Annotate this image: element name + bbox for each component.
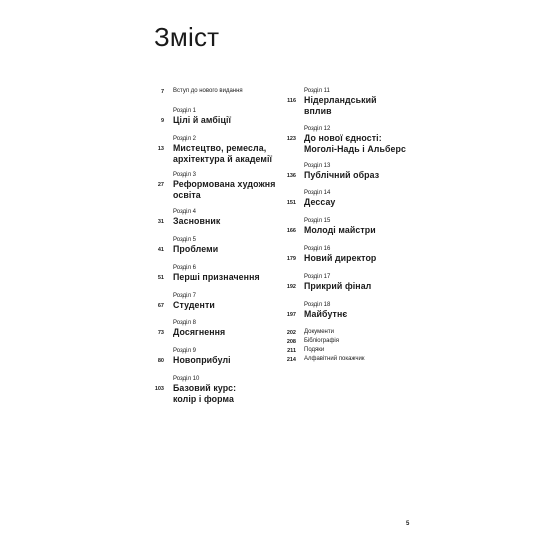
toc-page-number: 208 <box>286 339 296 345</box>
toc-page-number: 9 <box>160 118 164 124</box>
toc-entry-title: Мистецтво, ремесла, <box>173 143 267 153</box>
toc-section-label: Розділ 5 <box>173 237 196 243</box>
toc-entry-title: освіта <box>173 189 201 200</box>
toc-entry-title: Подяки <box>304 347 325 353</box>
toc-entry-title: До нової єдності: <box>304 133 382 143</box>
toc-entry-title: вплив <box>304 105 332 116</box>
toc-page-number: 202 <box>286 330 296 336</box>
toc-page-number: 31 <box>157 219 164 225</box>
toc-entry-title: Студенти <box>173 300 215 310</box>
toc-section-label: Розділ 16 <box>304 246 331 252</box>
toc-entry-title: архітектура й академії <box>173 153 273 164</box>
toc-section-label: Розділ 7 <box>173 293 196 299</box>
toc-entry-title: колір і форма <box>173 393 234 404</box>
toc-entry-title: Цілі й амбіції <box>173 115 232 125</box>
toc-section-label: Розділ 9 <box>173 348 196 354</box>
toc-section-label: Розділ 10 <box>173 376 200 382</box>
toc-section-label: Розділ 3 <box>173 172 196 178</box>
toc-page-number: 116 <box>287 98 296 104</box>
toc-page-number: 73 <box>157 330 164 336</box>
toc-entry-title: Проблеми <box>173 244 219 254</box>
toc-page-number: 136 <box>286 173 296 179</box>
toc-section-label: Розділ 13 <box>304 163 331 169</box>
toc-section-label: Розділ 2 <box>173 136 196 142</box>
page-title: Зміст <box>154 22 220 52</box>
toc-entry-title: Перші призначення <box>173 272 260 282</box>
toc-entry-title: Досягнення <box>173 327 226 337</box>
toc-entry-title: Бібліографія <box>304 338 339 344</box>
toc-section-label: Розділ 11 <box>304 88 330 94</box>
toc-page-number: 80 <box>157 358 164 364</box>
toc-section-label: Розділ 14 <box>304 190 331 196</box>
toc-entry-title: Документи <box>304 329 334 335</box>
toc-entry-title: Публічний образ <box>304 170 380 180</box>
toc-page-number: 7 <box>160 89 164 95</box>
toc-entry-title: Майбутнє <box>304 309 348 319</box>
toc-page-number: 166 <box>286 228 296 234</box>
toc-entry-title: Молоді майстри <box>304 225 376 235</box>
toc-page-number: 13 <box>157 146 164 152</box>
toc-page-number: 51 <box>157 275 164 281</box>
toc-entry-title: Нідерландський <box>304 95 377 105</box>
toc-entry-title: Моголі-Надь і Альберс <box>304 143 406 154</box>
toc-section-label: Розділ 17 <box>304 274 331 280</box>
toc-entry-title: Базовий курс: <box>173 383 237 393</box>
toc-section-label: Розділ 12 <box>304 126 331 132</box>
toc-entry-title: Алфавітний покажчик <box>304 356 365 362</box>
toc-section-label: Розділ 4 <box>173 209 196 215</box>
toc-section-label: Розділ 8 <box>173 320 196 326</box>
toc-page-number: 67 <box>157 303 164 309</box>
toc-section-label: Розділ 1 <box>173 108 196 114</box>
toc-entry-title: Реформована художня <box>173 179 276 189</box>
toc-section-label: Розділ 6 <box>173 265 196 271</box>
toc-section-label: Розділ 18 <box>304 302 331 308</box>
toc-page-number: 211 <box>287 348 296 354</box>
toc-page-number: 197 <box>286 312 296 318</box>
toc-page-number: 103 <box>154 386 164 392</box>
toc-section-label: Розділ 15 <box>304 218 331 224</box>
toc-page-number: 27 <box>157 182 164 188</box>
toc-page-number: 151 <box>286 200 296 206</box>
toc-entry-title: Новий директор <box>304 253 377 263</box>
toc-entry-title: Засновник <box>173 216 221 226</box>
page-number: 5 <box>406 521 410 527</box>
toc-page-number: 214 <box>286 357 296 363</box>
toc-entry-title: Дессау <box>304 197 336 207</box>
toc-entry-title: Вступ до нового видання <box>173 88 243 94</box>
toc-entry-title: Прикрий фінал <box>304 281 372 291</box>
toc-entry-title: Новоприбулі <box>173 355 231 365</box>
toc-page-number: 179 <box>286 256 296 262</box>
toc-page-number: 123 <box>286 136 296 142</box>
toc-page-number: 192 <box>286 284 296 290</box>
toc-page-number: 41 <box>157 247 164 253</box>
